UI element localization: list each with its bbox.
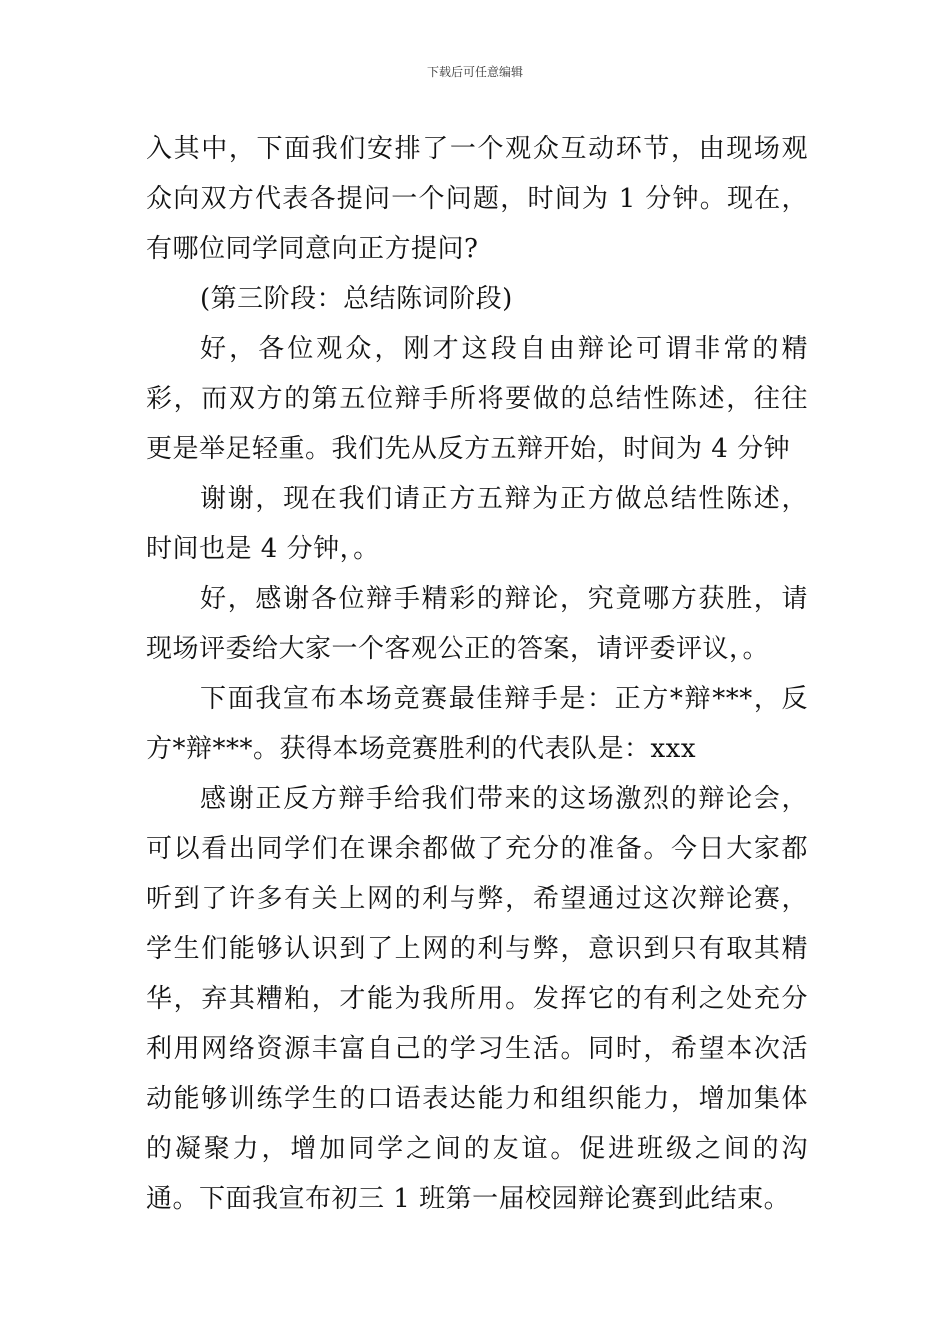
paragraph-7: 感谢正反方辩手给我们带来的这场激烈的辩论会，可以看出同学们在课余都做了充分的准备。今日大家都听到了许多有关上网的利与弊，希望通过这次辩论赛，学生们能够认识到了上网的利与弊，意识到只有取其精华，弃其糟粕，才能为我所用。发挥它的有利之处充分利用网络资源丰富自己的学习生活。同时，希望本次活动能够训练学生的口语表达能力和组织能力，增加集体的凝聚力，增加同学之间的友谊。促进班级之间的沟通。下面我宣布初三 1 班第一届校园辩论赛到此结束。: [146, 784, 808, 1214]
paragraph-5: 好，感谢各位辩手精彩的辩论，究竟哪方获胜，请现场评委给大家一个客观公正的答案，请评委评议，。: [146, 584, 808, 664]
page-header: 下载后可任意编辑: [426, 65, 523, 79]
paragraph-3: 好，各位观众，刚才这段自由辩论可谓非常的精彩，而双方的第五位辩手所将要做的总结性陈述，往往更是举足轻重。我们先从反方五辩开始，时间为 4 分钟: [146, 334, 808, 464]
document-body: [146, 124, 808, 1224]
paragraph-1: 入其中，下面我们安排了一个观众互动环节，由现场观众向双方代表各提问一个问题，时间为 1 分钟。现在，有哪位同学同意向正方提问?: [146, 134, 808, 264]
paragraph-6: 下面我宣布本场竞赛最佳辩手是：正方*辩***，反方*辩***。获得本场竞赛胜利的代表队是：xxx: [146, 684, 808, 764]
paragraph-2: (第三阶段：总结陈词阶段): [200, 284, 513, 314]
paragraph-4: 谢谢，现在我们请正方五辩为正方做总结性陈述，时间也是 4 分钟，。: [146, 484, 808, 564]
